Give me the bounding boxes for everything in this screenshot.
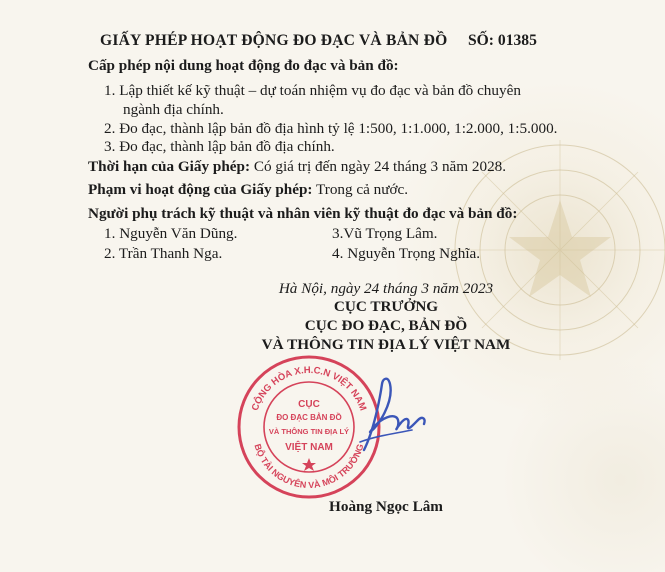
content-item-2: 2. Đo đạc, thành lập bản đồ địa hình tỷ lệ 1:500, 1:1.000, 1:2.000, 1:5.000.	[104, 120, 558, 137]
staff-member-2: 2. Trần Thanh Nga.	[104, 245, 223, 262]
validity-row	[88, 158, 506, 176]
signer-name: Hoàng Ngọc Lâm	[329, 498, 443, 515]
document-title: GIẤY PHÉP HOẠT ĐỘNG ĐO ĐẠC VÀ BẢN ĐỒ	[100, 32, 448, 49]
validity-value: Có giá trị đến ngày 24 tháng 3 năm 2028.	[253, 158, 507, 175]
validity-label: Thời hạn của Giấy phép:	[88, 158, 251, 175]
scope-label: Phạm vi hoạt động của Giấy phép:	[88, 181, 313, 198]
place-date: Hà Nội, ngày 24 tháng 3 năm 2023	[278, 280, 494, 297]
signer-title-3: VÀ THÔNG TIN ĐỊA LÝ VIỆT NAM	[261, 336, 511, 353]
seal-center-line-2: ĐO ĐẠC BẢN ĐỒ	[276, 413, 342, 422]
seal-center-line-3: VÀ THÔNG TIN ĐỊA LÝ	[268, 427, 350, 436]
staff-member-4: 4. Nguyễn Trọng Nghĩa.	[332, 245, 481, 262]
scope-value: Trong cả nước.	[316, 181, 409, 198]
seal-center-line-4: VIỆT NAM	[285, 442, 333, 453]
staff-member-3: 3.Vũ Trọng Lâm.	[332, 225, 438, 242]
seal-ring-text-bottom: BỘ TÀI NGUYÊN VÀ MÔI TRƯỜNG	[252, 442, 366, 491]
staff-heading: Người phụ trách kỹ thuật và nhân viên kỹ thuật đo đạc và bản đồ:	[88, 205, 518, 222]
content-item-3: 3. Đo đạc, thành lập bản đồ địa chính.	[104, 138, 335, 155]
handwritten-signature	[352, 372, 432, 462]
seal-ring-text-top: CỘNG HÒA X.H.C.N VIỆT NAM	[249, 364, 369, 413]
content-heading: Cấp phép nội dung hoạt động đo đạc và bản đồ:	[88, 57, 399, 74]
signer-title-1: CỤC TRƯỞNG	[333, 298, 439, 315]
signer-title-2: CỤC ĐO ĐẠC, BẢN ĐỒ	[304, 317, 468, 334]
document-number: SỐ: 01385	[468, 32, 537, 49]
scope-row	[88, 181, 408, 199]
staff-member-1: 1. Nguyễn Văn Dũng.	[104, 225, 238, 242]
seal-center-line-1: CỤC	[298, 399, 320, 410]
content-item-1: 1. Lập thiết kế kỹ thuật – dự toán nhiệm vụ đo đạc và bản đồ chuyên	[104, 82, 521, 99]
content-item-1-continued: ngành địa chính.	[123, 101, 224, 118]
